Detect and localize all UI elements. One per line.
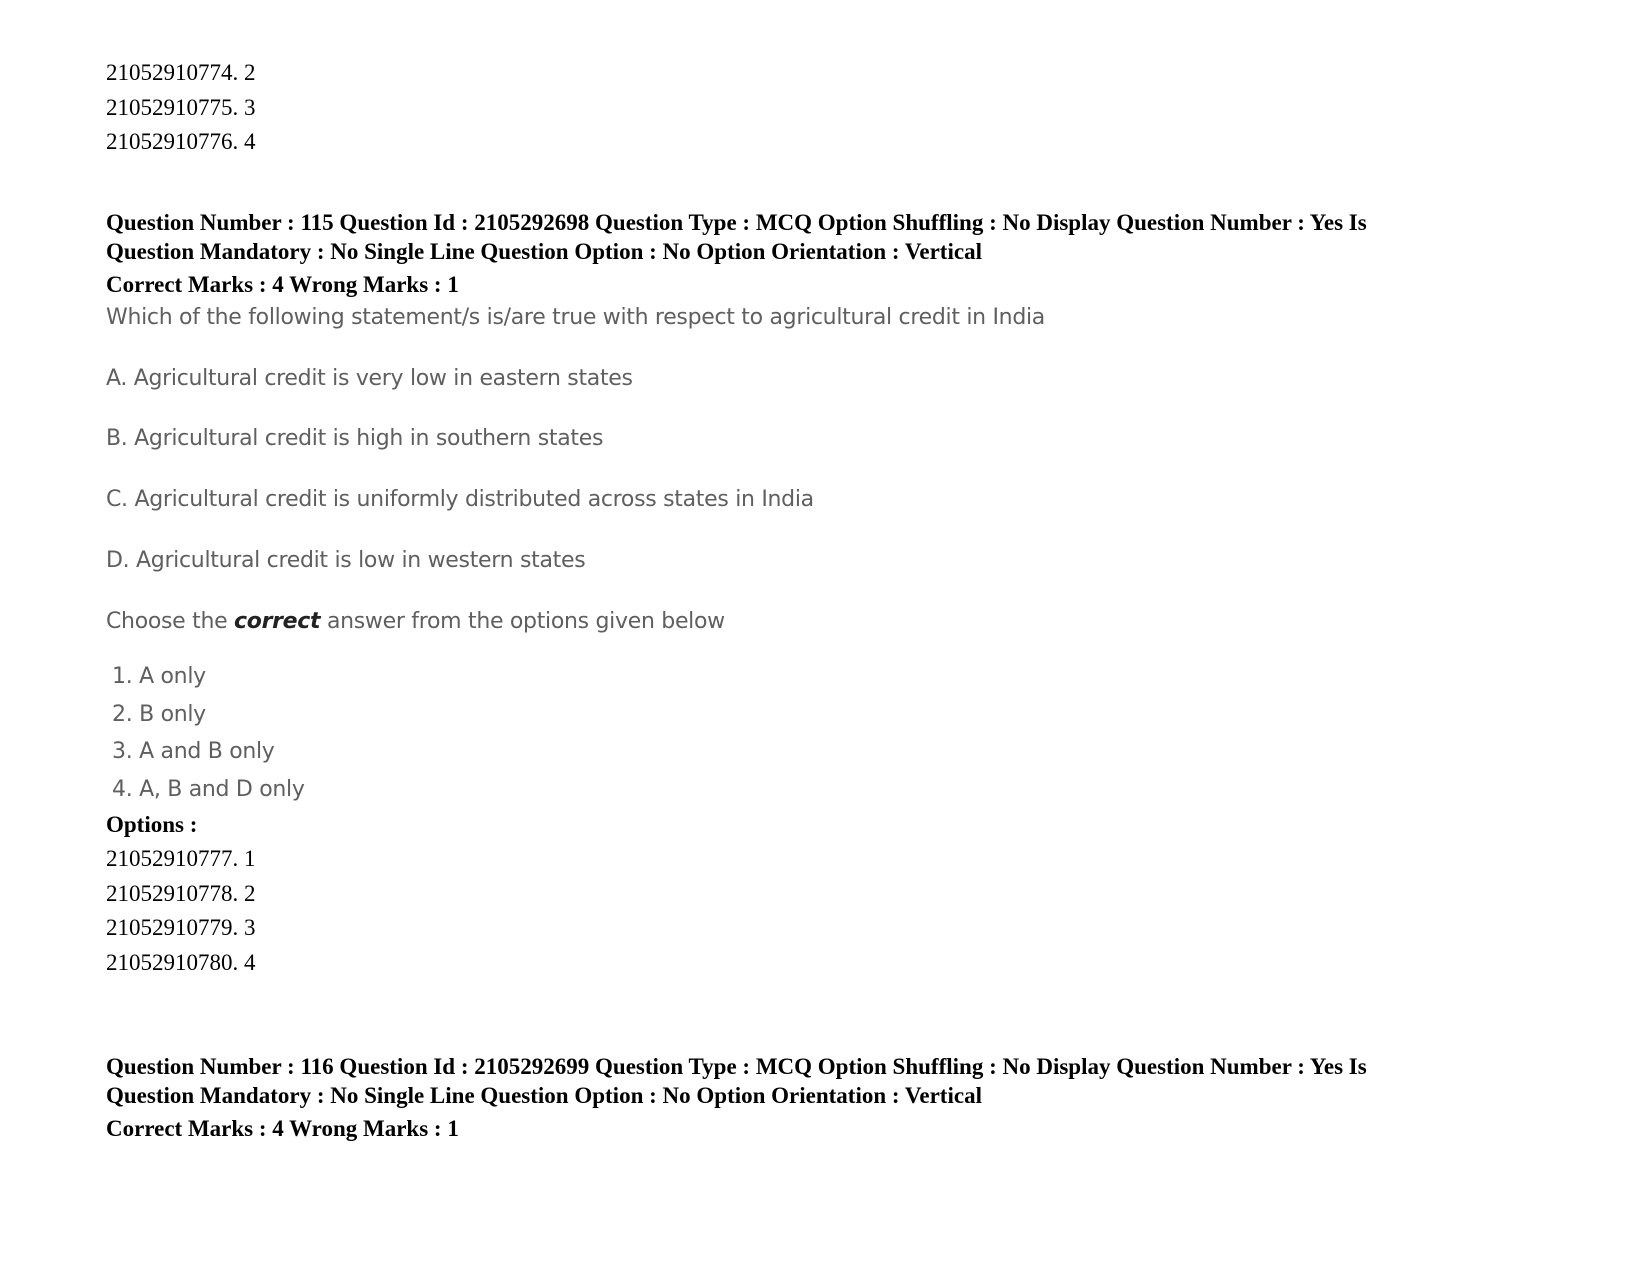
question-116-header bbox=[106, 1052, 1546, 1110]
option-id-line: 21052910774. 2 bbox=[106, 60, 256, 85]
question-meta-line: Question Number : 116 Question Id : 2105292699 Question Type : MCQ Option Shuffling : No Display Question Number : Yes Is bbox=[106, 1054, 1367, 1079]
choose-suffix: answer from the options given below bbox=[320, 609, 725, 634]
choose-prefix: Choose the bbox=[106, 609, 235, 634]
previous-question-options bbox=[106, 56, 256, 160]
answer-choice: 1. A only bbox=[112, 664, 206, 689]
answer-choice: 3. A and B only bbox=[112, 739, 275, 765]
statement-c: C. Agricultural credit is uniformly distributed across states in India bbox=[106, 487, 814, 512]
choose-instruction bbox=[106, 606, 725, 637]
option-id-line: 21052910777. 1 bbox=[106, 846, 256, 871]
statement-b: B. Agricultural credit is high in southern states bbox=[106, 426, 604, 451]
question-115-marks: Correct Marks : 4 Wrong Marks : 1 bbox=[106, 272, 459, 297]
option-id-line: 21052910779. 3 bbox=[106, 915, 256, 940]
question-115-options bbox=[106, 842, 256, 980]
question-stem: Which of the following statement/s is/are true with respect to agricultural credit in India bbox=[106, 305, 1045, 330]
option-id-line: 21052910778. 2 bbox=[106, 880, 256, 906]
statement-d: D. Agricultural credit is low in western states bbox=[106, 548, 586, 573]
answer-choice: 2. B only bbox=[112, 701, 206, 727]
choose-emphasis: correct bbox=[234, 609, 321, 634]
statement-a: A. Agricultural credit is very low in eastern states bbox=[106, 366, 633, 391]
answer-choices bbox=[106, 658, 305, 808]
answer-choice: 4. A, B and D only bbox=[112, 776, 305, 802]
question-115-header bbox=[106, 208, 1546, 266]
option-id-line: 21052910780. 4 bbox=[106, 949, 256, 975]
question-116-marks: Correct Marks : 4 Wrong Marks : 1 bbox=[106, 1116, 459, 1141]
options-label: Options : bbox=[106, 812, 198, 837]
question-meta-line: Question Mandatory : No Single Line Question Option : No Option Orientation : Vertical bbox=[106, 239, 982, 264]
question-meta-line: Question Mandatory : No Single Line Question Option : No Option Orientation : Vertical bbox=[106, 1083, 982, 1108]
option-id-line: 21052910775. 3 bbox=[106, 94, 256, 120]
option-id-line: 21052910776. 4 bbox=[106, 129, 256, 154]
question-meta-line: Question Number : 115 Question Id : 2105292698 Question Type : MCQ Option Shuffling : No Display Question Number : Yes Is bbox=[106, 210, 1367, 235]
